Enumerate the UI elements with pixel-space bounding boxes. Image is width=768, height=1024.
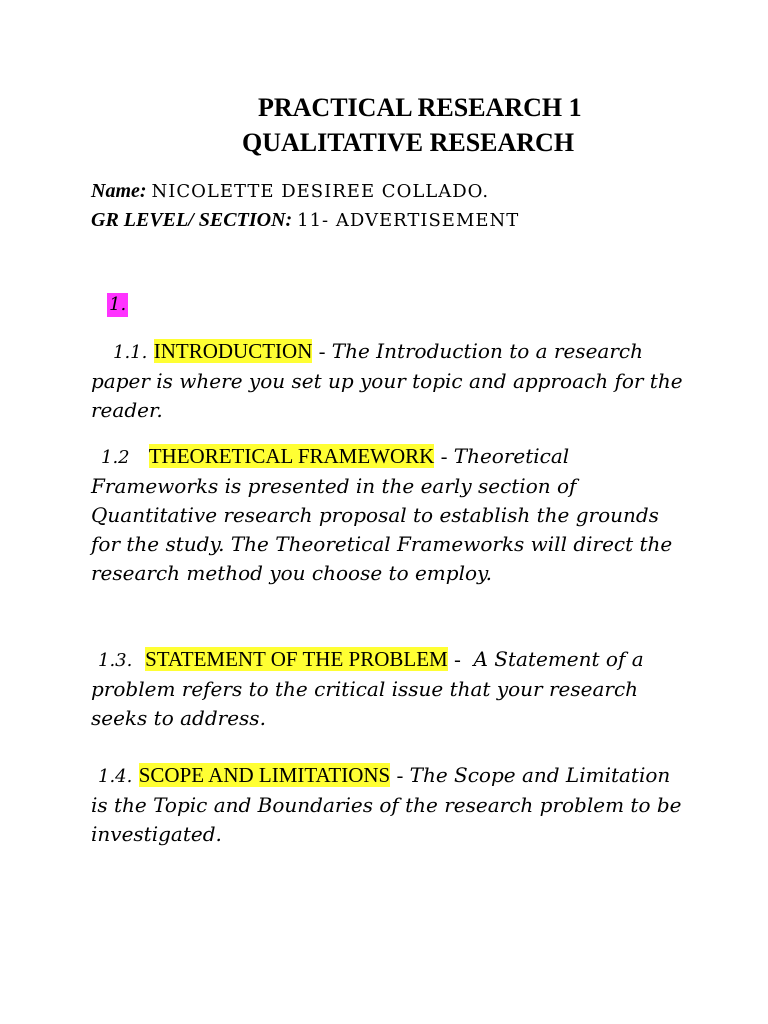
student-name-line (91, 177, 489, 206)
grade-value: 11- ADVERTISEMENT (297, 210, 520, 231)
name-value: NICOLETTE DESIREE COLLADO. (151, 181, 490, 202)
section-statement-of-problem (91, 645, 691, 733)
section-introduction (91, 337, 691, 425)
section-number: 1.3. (98, 650, 133, 671)
section-theoretical-framework (91, 442, 691, 588)
section-separator: - (440, 446, 448, 468)
grade-label: GR LEVEL/ SECTION: (91, 209, 293, 231)
section-description: The Introduction to a research paper is where you set up your topic and approach for the reader. (91, 339, 683, 422)
section-separator: - (454, 649, 461, 671)
name-label: Name: (91, 180, 147, 202)
section-number: 1.4. (98, 766, 133, 787)
section-heading: SCOPE AND LIMITATIONS (138, 763, 391, 787)
section-description: The Scope and Limitation is the Topic and Boundaries of the research problem to be investigated. (91, 763, 682, 846)
section-heading: INTRODUCTION (153, 339, 313, 363)
section-separator: - (396, 765, 404, 787)
section-description: A Statement of a problem refers to the critical issue that your research seeks to address. (91, 647, 644, 730)
document-subtitle: QUALITATIVE RESEARCH (242, 128, 575, 157)
grade-section-line (91, 206, 519, 235)
section-description: Theoretical Frameworks is presented in the early section of Quantitative research proposal to establish the grounds for the study. The Theoretical Frameworks will direct the research method you choose to employ. (91, 444, 673, 585)
section-number: 1.1. (113, 342, 148, 363)
document-title: PRACTICAL RESEARCH 1 (258, 93, 582, 122)
section-number: 1.2 (101, 447, 130, 468)
section-scope-and-limitations (91, 761, 691, 849)
section-heading: THEORETICAL FRAMEWORK (148, 444, 435, 468)
section-heading: STATEMENT OF THE PROBLEM (145, 647, 448, 671)
item-number-marker: 1. (109, 294, 127, 315)
section-separator: - (318, 341, 326, 363)
